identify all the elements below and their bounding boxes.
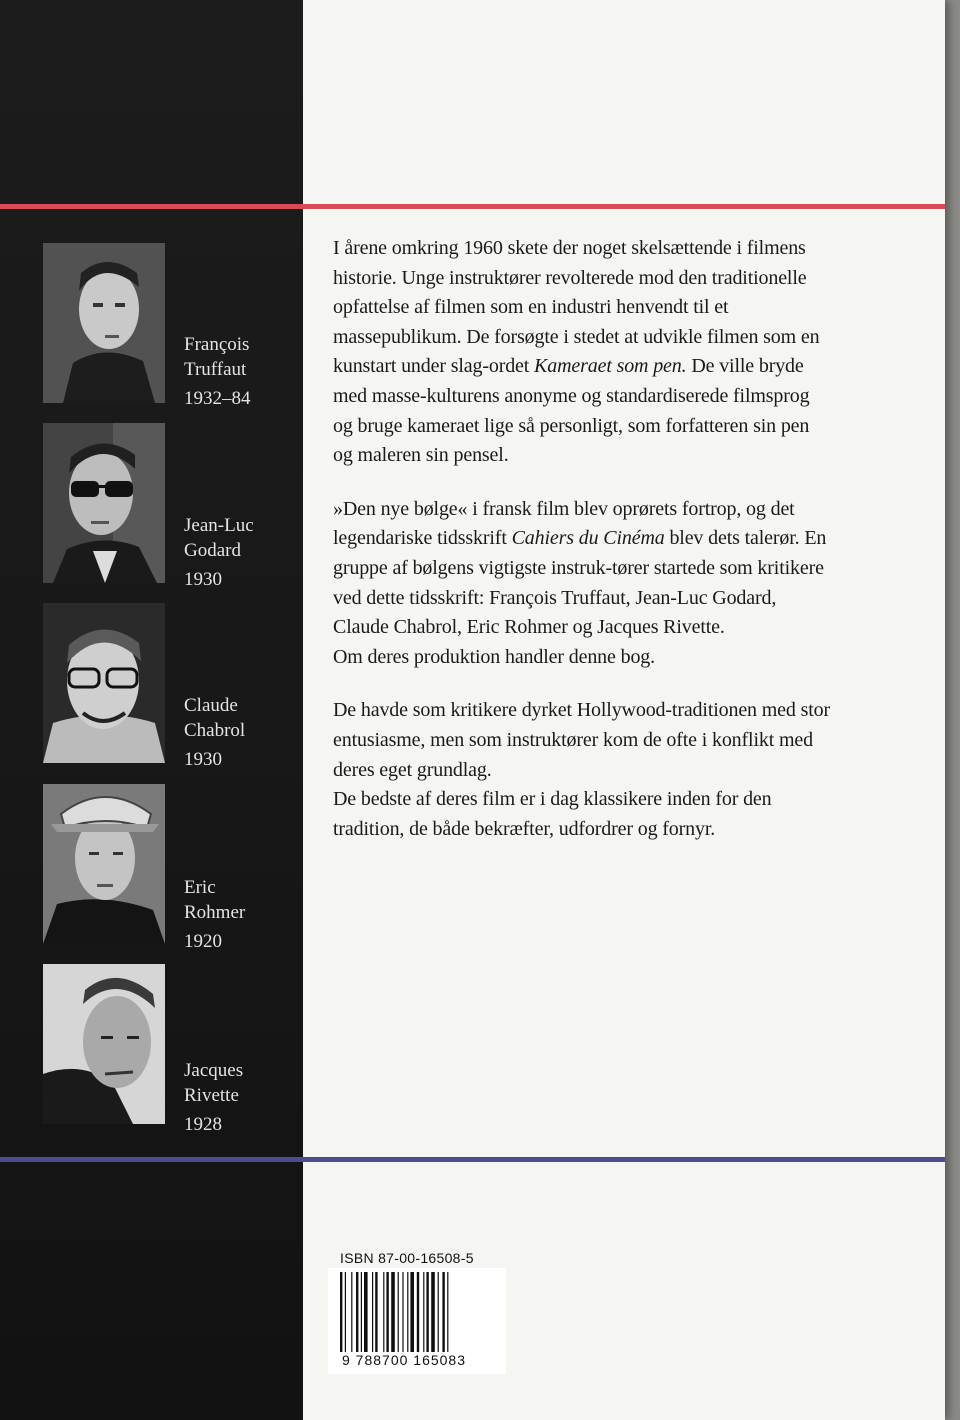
portrait-rohmer: [43, 784, 165, 944]
blurb-text: De bedste af deres film er i dag klassikere inden for den tradition, de både bekræfter, udfordrer og fornyr.: [333, 788, 772, 840]
director-last-name: Rivette: [184, 1085, 239, 1106]
portrait-truffaut: [43, 243, 165, 403]
blurb-text: I årene omkring 1960 skete der noget skelsættende i filmens historie. Unge instruktører revolterede mod den traditionelle opfattelse af filmen som en industri henvendt til et massepublikum. De forsøgte i stedet at udvikle filmen som en kunstart under slag-ordet: [333, 237, 820, 378]
caption-rivette: [184, 1058, 299, 1137]
blurb-text: De ville bryde med masse-kulturens anonyme og standardiserede filmsprog og bruge kameraet lige så personligt, som forfatteren sin pen og maleren sin pensel.: [333, 355, 810, 467]
director-last-name: Truffaut: [184, 359, 247, 380]
blurb-text: De havde som kritikere dyrket Hollywood-traditionen med stor entusiasme, men som instruktører kom de ofte i konflikt med deres eget grundlag.: [333, 699, 830, 781]
director-years: 1930: [184, 569, 222, 590]
director-last-name: Rohmer: [184, 902, 246, 923]
portrait-chabrol: [43, 603, 165, 763]
director-last-name: Chabrol: [184, 720, 246, 741]
portrait-rivette: [43, 964, 165, 1124]
isbn-label: ISBN 87-00-16508-5: [340, 1250, 474, 1266]
director-first-name: Eric: [184, 877, 216, 898]
director-years: 1920: [184, 931, 222, 952]
director-last-name: Godard: [184, 540, 241, 561]
blurb: [333, 234, 833, 868]
caption-rohmer: [184, 875, 299, 954]
caption-godard: [184, 513, 299, 592]
blurb-italic-title: Kameraet som pen.: [534, 355, 687, 378]
director-first-name: Jean-Luc: [184, 515, 254, 536]
barcode-number: 9 788700 165083: [342, 1352, 466, 1368]
caption-truffaut: [184, 332, 299, 411]
director-first-name: Jacques: [184, 1060, 244, 1081]
portrait-godard: [43, 423, 165, 583]
director-years: 1932–84: [184, 388, 251, 409]
blurb-text: »Den nye bølge« i fransk film blev oprørets fortrop, og det legendariske tidsskrift: [333, 497, 795, 550]
bottom-rule: [0, 1157, 945, 1162]
blurb-italic-title: Cahiers du Cinéma: [511, 527, 665, 550]
caption-chabrol: [184, 693, 299, 772]
director-years: 1928: [184, 1114, 222, 1135]
director-first-name: Claude: [184, 695, 238, 716]
barcode-icon: [340, 1272, 500, 1352]
top-rule: [0, 204, 945, 209]
barcode-area: [328, 1268, 506, 1374]
director-first-name: François: [184, 334, 250, 355]
blurb-paragraph-3: [333, 696, 833, 844]
director-years: 1930: [184, 749, 222, 770]
blurb-text: Om deres produktion handler denne bog.: [333, 645, 655, 668]
blurb-text: blev dets talerør. En gruppe af bølgens vigtigste instruk-tører startede som kritikere ved dette tidsskrift: François Truffaut, Jean-Luc Godard, Claude Chabrol, Eric Rohmer og Jacques Rivette.: [333, 527, 827, 639]
blurb-paragraph-2: [333, 495, 833, 673]
blurb-paragraph-1: [333, 234, 833, 471]
